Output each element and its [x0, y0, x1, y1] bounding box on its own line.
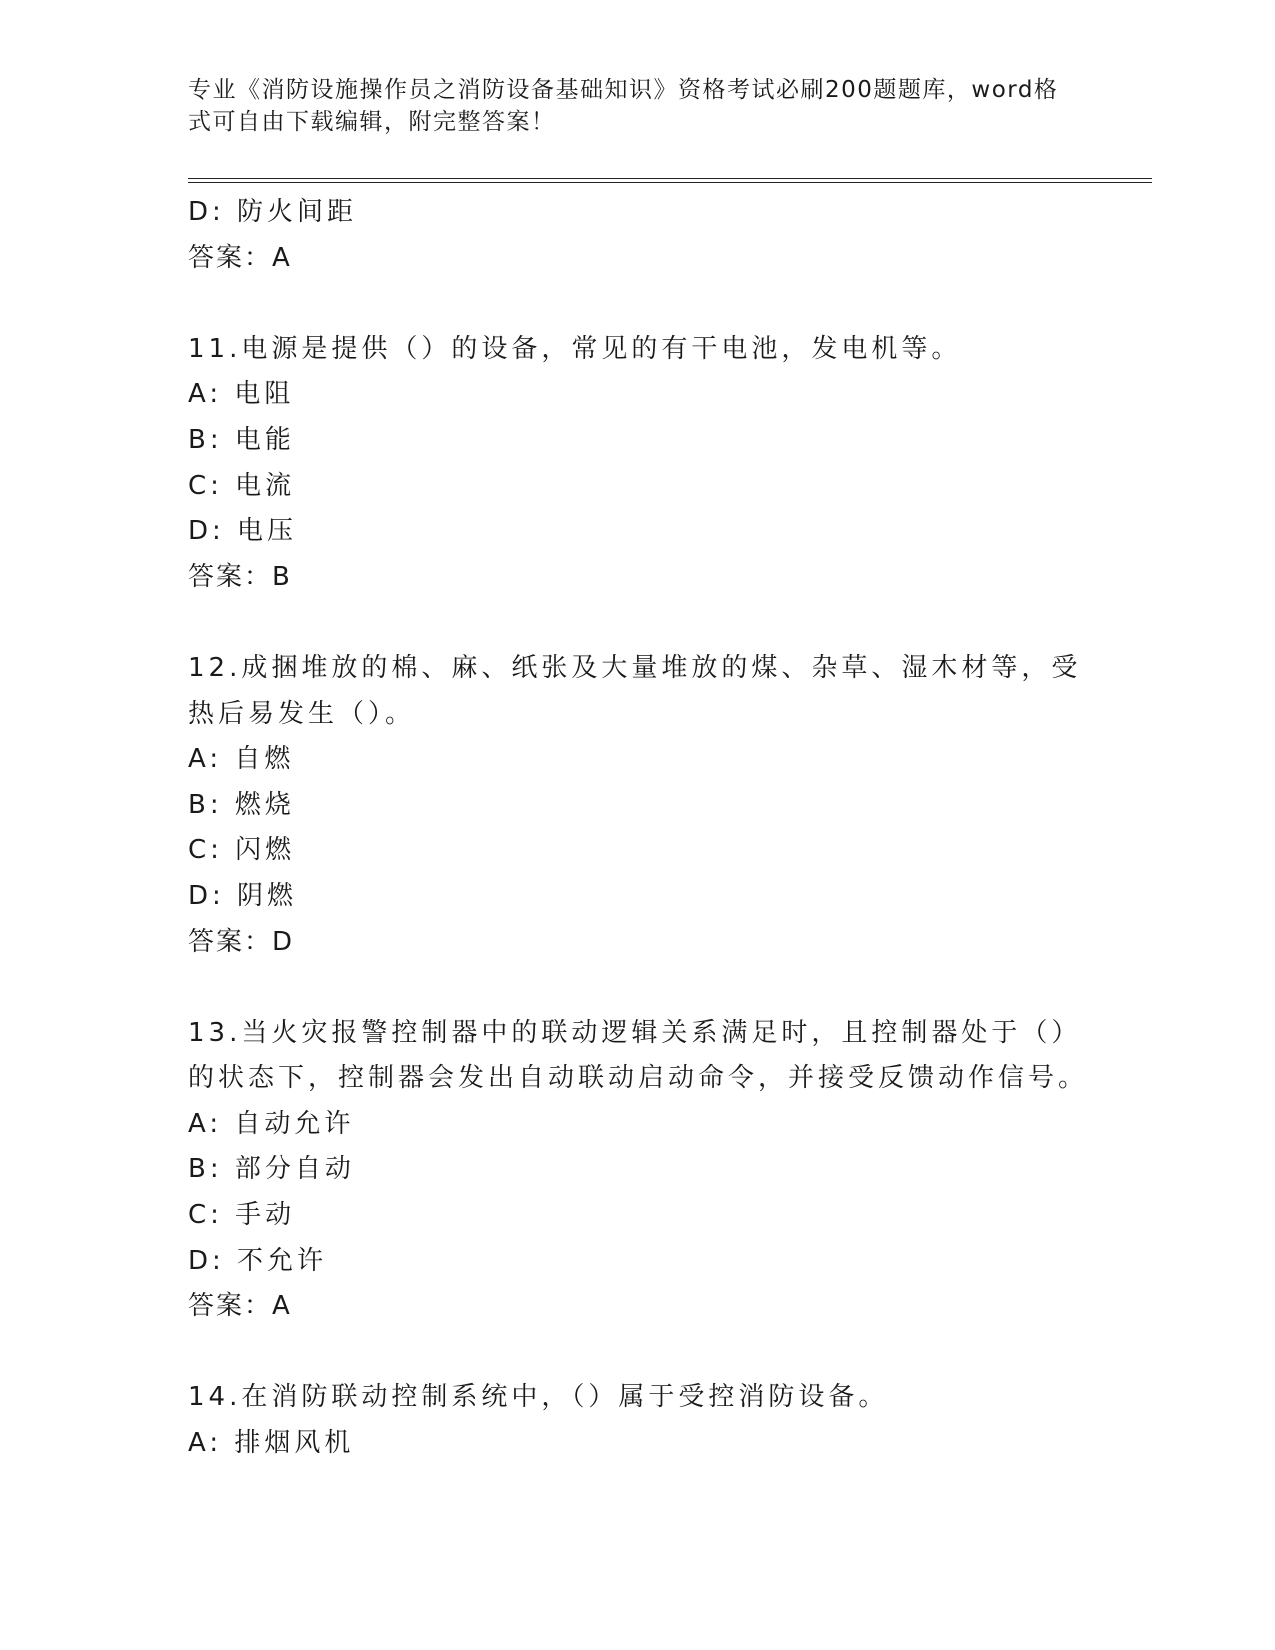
option-c: C: 电流 [188, 470, 296, 501]
option-d: D: 不允许 [188, 1245, 328, 1276]
answer-line: 答案：A [188, 1291, 292, 1322]
answer-line: 答案：A [188, 242, 292, 273]
option-c: C: 手动 [188, 1200, 296, 1231]
question-stem: 14.在消防联动控制系统中，（）属于受控消防设备。 [188, 1382, 889, 1413]
option-a: A: 电阻 [188, 379, 295, 410]
option-c: C: 闪燃 [188, 835, 296, 866]
question-stem: 13.当火灾报警控制器中的联动逻辑关系满足时，且控制器处于（）的状态下，控制器会发出自动联动启动命令，并接受反馈动作信号。 [188, 1017, 1089, 1094]
option-a: A: 排烟风机 [188, 1428, 355, 1459]
document-body [188, 190, 1088, 1467]
answer-line: 答案：D [188, 926, 295, 957]
option-d: D: 电压 [188, 516, 298, 547]
option-b: B: 燃烧 [188, 789, 295, 820]
option-a: A: 自燃 [188, 744, 295, 775]
header-divider-bottom [188, 182, 1152, 183]
option-a: A: 自动允许 [188, 1108, 355, 1139]
option-b: B: 部分自动 [188, 1154, 355, 1185]
option-d: D: 阴燃 [188, 880, 298, 911]
option-d: D: 防火间距 [188, 197, 358, 227]
question-stem: 11.电源是提供（）的设备，常见的有干电池，发电机等。 [188, 333, 962, 364]
option-b: B: 电能 [188, 424, 295, 455]
page-header [188, 74, 1068, 138]
header-divider-top [188, 178, 1152, 179]
document-title: 专业《消防设施操作员之消防设备基础知识》资格考试必刷200题题库，word格式可自由下载编辑，附完整答案！ [188, 77, 1059, 135]
question-stem: 12.成捆堆放的棉、麻、纸张及大量堆放的煤、杂草、湿木材等，受热后易发生（）。 [188, 652, 1082, 729]
answer-line: 答案：B [188, 561, 292, 592]
